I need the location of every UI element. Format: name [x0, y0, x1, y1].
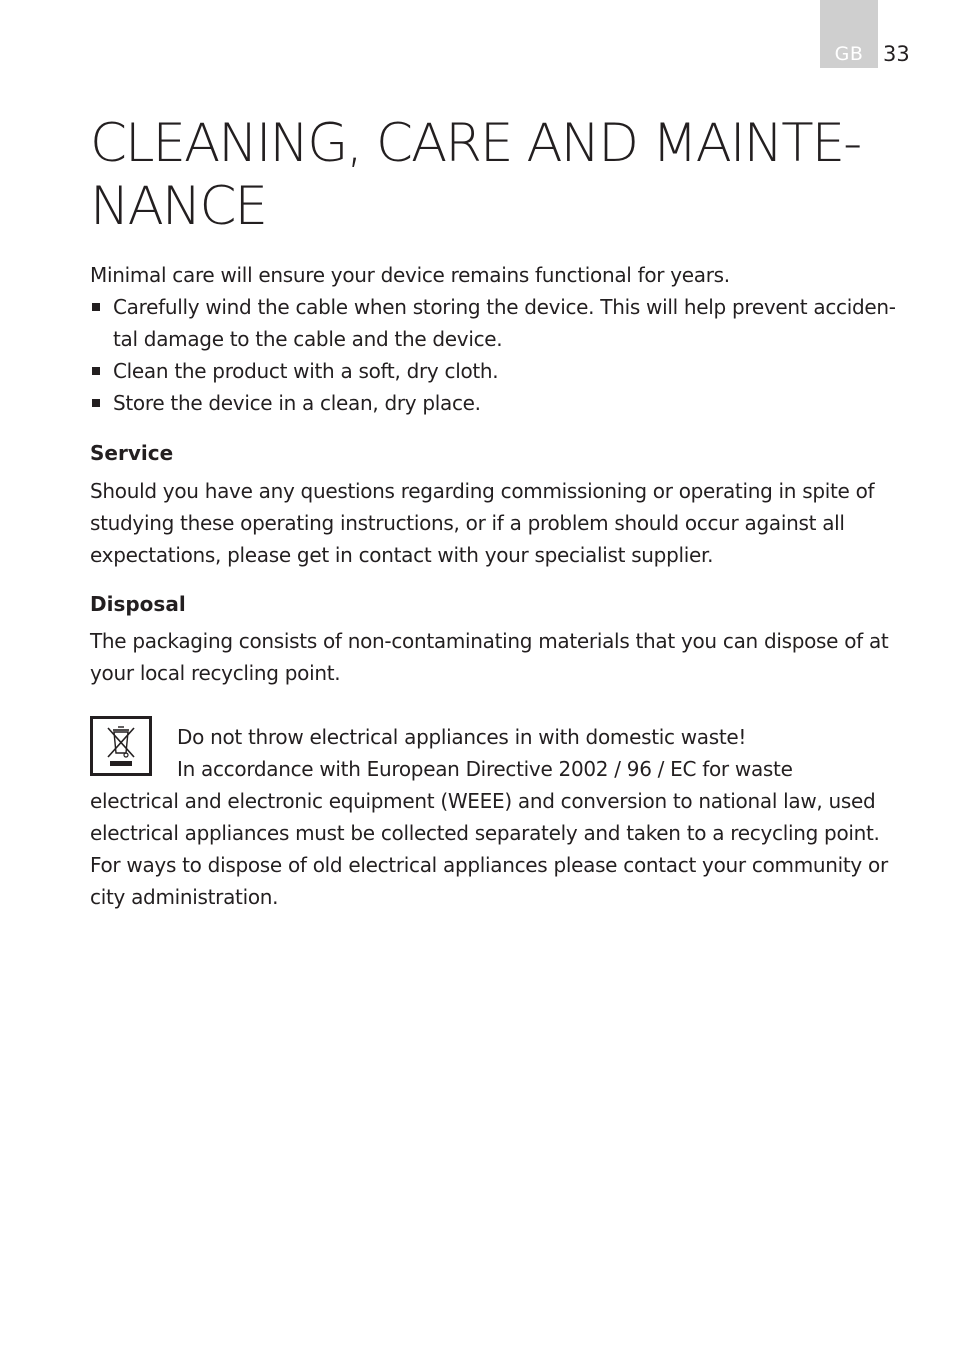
weee-directive-line: In accordance with European Directive 2002 / 96 / EC for waste [177, 757, 793, 781]
page-title-line-2: NANCE [90, 176, 267, 237]
language-label: GB [834, 43, 864, 65]
page-title-line-1: CLEANING, CARE AND MAINTE- [90, 113, 861, 174]
page-title [90, 112, 860, 238]
disposal-text: The packaging consists of non-contaminating materials that you can dispose of at your local recycling point. [90, 629, 889, 685]
service-text: Should you have any questions regarding commissioning or operating in spite of studying these operating instructions, or if a problem should occur against all expectations, please get in contact with your specialist supplier. [90, 479, 875, 567]
care-bullet-cable: Carefully wind the cable when storing the device. This will help prevent acciden-tal damage to the cable and the device. [90, 291, 900, 355]
weee-directive-text [90, 785, 910, 913]
language-tab [820, 0, 878, 68]
weee-warning: Do not throw electrical appliances in with domestic waste! [177, 725, 747, 749]
weee-text-line: electrical and electronic equipment (WEEE) and conversion to national law, used [90, 789, 876, 813]
disposal-heading: Disposal [90, 592, 186, 616]
care-intro: Minimal care will ensure your device remains functional for years. [90, 263, 730, 287]
crossed-out-wheelie-bin-icon [90, 716, 152, 776]
weee-text-line: city administration. [90, 885, 279, 909]
page-number: 33 [883, 42, 910, 66]
weee-text-line: For ways to dispose of old electrical appliances please contact your community or [90, 853, 888, 877]
weee-text-line: electrical appliances must be collected separately and taken to a recycling point. [90, 821, 880, 845]
care-bullet-list [90, 291, 900, 419]
care-bullet-store: Store the device in a clean, dry place. [90, 387, 900, 419]
service-heading: Service [90, 441, 174, 465]
care-bullet-clean: Clean the product with a soft, dry cloth. [90, 355, 900, 387]
